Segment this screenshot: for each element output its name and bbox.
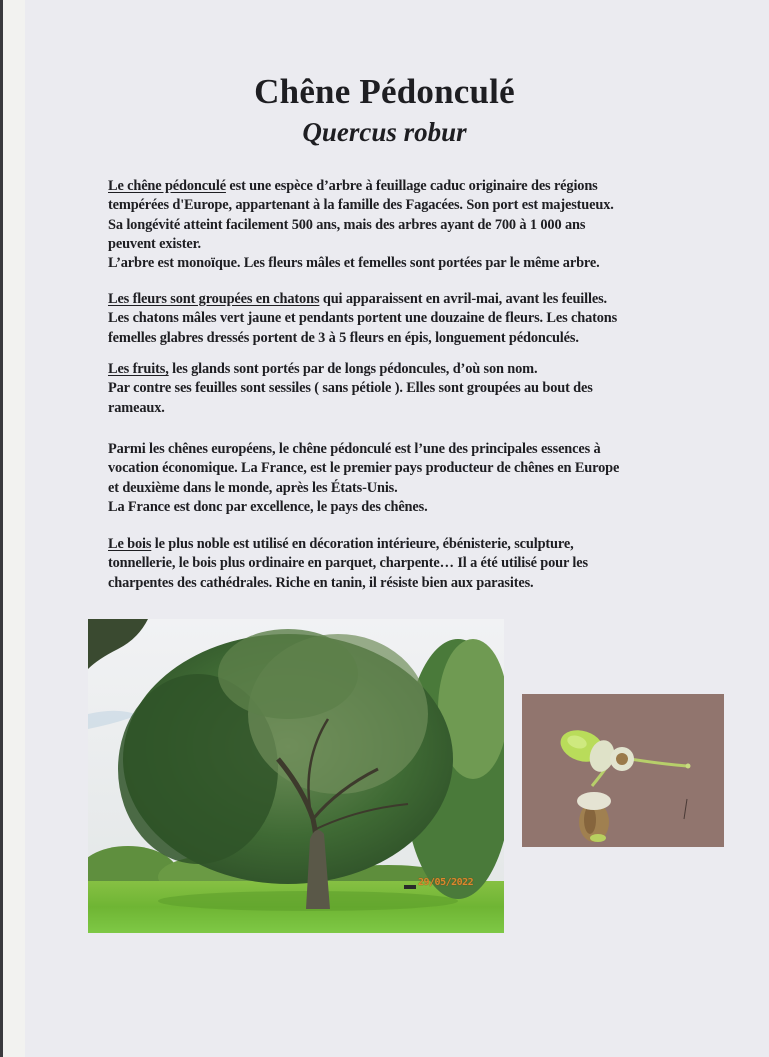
paragraph-wood (108, 535, 719, 593)
text-line: Le bois le plus noble est utilisé en décoration intérieure, ébénisterie, sculpture, (108, 536, 574, 552)
paragraph-economy (108, 440, 719, 517)
text-line: vocation économique. La France, est le premier pays producteur de chênes en Europe (108, 460, 620, 477)
text-line: Les fruits, les glands sont portés par de longs pédoncules, d’où son nom. (108, 361, 538, 377)
text-line: tempérées d'Europe, appartenant à la famille des Fagacées. Son port est majestueux. (108, 197, 614, 214)
text-line: et deuxième dans le monde, après les États-Unis. (108, 479, 398, 496)
paragraph-fruits (108, 360, 719, 418)
paragraph-description (108, 177, 719, 273)
text-line: tonnellerie, le bois plus ordinaire en parquet, charpente… Il a été utilisé pour les (108, 555, 588, 572)
paragraph-flowers (108, 290, 719, 348)
scientific-name: Quercus robur (302, 117, 467, 147)
paragraph-lead: Les fruits, (108, 361, 169, 377)
text-line: La France est donc par excellence, le pays des chênes. (108, 498, 428, 515)
oak-tree-photo (88, 619, 504, 933)
acorns-illustration (522, 694, 724, 847)
paragraph-lead: Le chêne pédonculé (108, 178, 226, 194)
paragraph-lead: Les fleurs sont groupées en chatons (108, 291, 320, 307)
text-line: charpentes des cathédrales. Riche en tanin, il résiste bien aux parasites. (108, 574, 534, 591)
text-line: peuvent exister. (108, 235, 201, 252)
text-line: Le chêne pédonculé est une espèce d’arbre à feuillage caduc originaire des régions (108, 178, 598, 194)
paragraph-lead: Le bois (108, 536, 152, 552)
text-line: Parmi les chênes européens, le chêne pédonculé est l’une des principales essences à (108, 441, 601, 457)
text-line: Les fleurs sont groupées en chatons qui apparaissent en avril-mai, avant les feuilles. (108, 291, 607, 307)
photo-date-stamp: 29/05/2022 (418, 877, 474, 888)
text-line: L’arbre est monoïque. Les fleurs mâles et femelles sont portées par le même arbre. (108, 255, 600, 272)
scan-margin-strip (3, 0, 25, 1057)
text-line: rameaux. (108, 399, 165, 416)
acorns-photo (522, 694, 724, 847)
text-line: Par contre ses feuilles sont sessiles ( sans pétiole ). Elles sont groupées au bout des (108, 380, 593, 397)
text-line: Sa longévité atteint facilement 500 ans, mais des arbres ayant de 700 à 1 000 ans (108, 216, 586, 233)
page-title: Chêne Pédonculé (254, 72, 515, 111)
text-line: Les chatons mâles vert jaune et pendants portent une douzaine de fleurs. Les chatons (108, 310, 618, 327)
text-line: femelles glabres dressés portent de 3 à 5 fleurs en épis, longuement pédonculés. (108, 329, 579, 346)
